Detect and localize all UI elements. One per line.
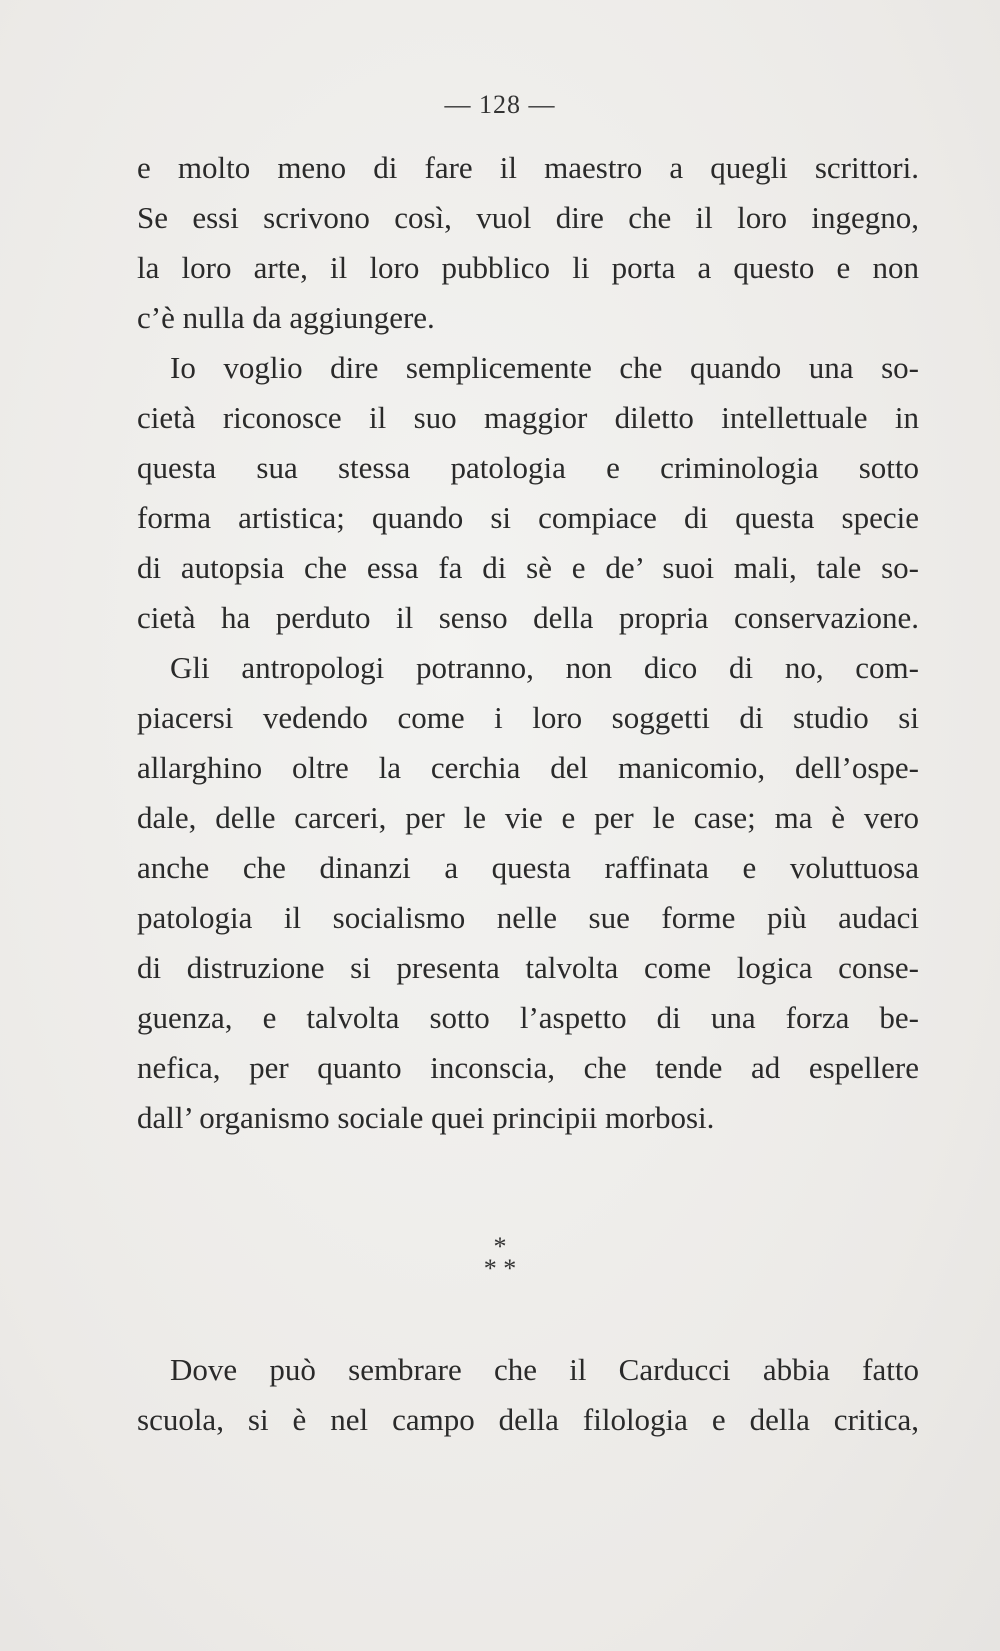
text-line: Io voglio dire semplicemente che quando una so-	[170, 350, 919, 385]
section-asterism	[0, 1232, 1000, 1283]
text-line: e molto meno di fare il maestro a quegli scrittori.	[137, 150, 919, 185]
text-line: scuola, si è nel campo della filologia e della critica,	[137, 1402, 919, 1437]
asterism-bottom: * *	[483, 1254, 517, 1283]
text-line: patologia il socialismo nelle sue forme più audaci	[137, 900, 919, 935]
text-line: cietà ha perduto il senso della propria conservazione.	[137, 600, 919, 635]
page-number: — 128 —	[444, 90, 556, 119]
text-line: nefica, per quanto inconscia, che tende ad espellere	[137, 1050, 919, 1085]
text-line: di autopsia che essa fa di sè e de’ suoi mali, tale so-	[137, 550, 919, 585]
text-line: piacersi vedendo come i loro soggetti di studio si	[137, 700, 919, 735]
text-line: guenza, e talvolta sotto l’aspetto di una forza be-	[137, 1000, 919, 1035]
asterism-top: *	[493, 1232, 507, 1261]
text-line: Se essi scrivono così, vuol dire che il loro ingegno,	[137, 200, 919, 235]
text-line: questa sua stessa patologia e criminologia sotto	[137, 450, 919, 485]
text-line: la loro arte, il loro pubblico li porta a questo e non	[137, 250, 919, 285]
text-line: di distruzione si presenta talvolta come logica conse-	[137, 950, 919, 985]
section-text-block	[137, 1345, 919, 1445]
main-text-block	[137, 143, 919, 1143]
text-line: cietà riconosce il suo maggior diletto intellettuale in	[137, 400, 919, 435]
text-line: anche che dinanzi a questa raffinata e voluttuosa	[137, 850, 919, 885]
text-line: Dove può sembrare che il Carducci abbia fatto	[170, 1352, 919, 1387]
text-line: forma artistica; quando si compiace di questa specie	[137, 500, 919, 535]
text-line: allarghino oltre la cerchia del manicomio, dell’ospe-	[137, 750, 919, 785]
text-line: dall’ organismo sociale quei principii morbosi.	[137, 1100, 715, 1135]
text-line: c’è nulla da aggiungere.	[137, 300, 435, 335]
text-line: Gli antropologi potranno, non dico di no, com-	[170, 650, 919, 685]
text-line: dale, delle carceri, per le vie e per le case; ma è vero	[137, 800, 919, 835]
